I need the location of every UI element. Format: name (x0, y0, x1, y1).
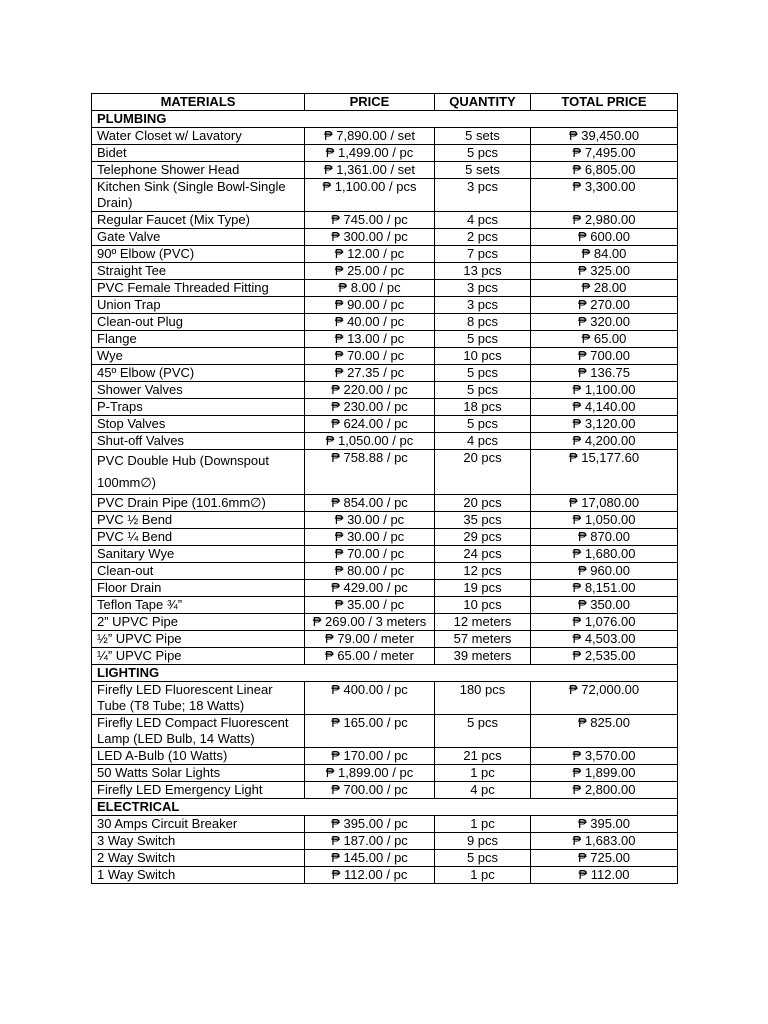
quantity-cell: 18 pcs (435, 399, 531, 416)
price-cell: ₱ 165.00 / pc (305, 715, 435, 748)
section-heading: PLUMBING (92, 111, 678, 128)
total-price-cell: ₱ 3,570.00 (531, 748, 678, 765)
total-price-cell: ₱ 136.75 (531, 365, 678, 382)
price-cell: ₱ 400.00 / pc (305, 682, 435, 715)
header-row (92, 94, 678, 111)
total-price-cell: ₱ 960.00 (531, 563, 678, 580)
quantity-cell: 5 pcs (435, 850, 531, 867)
quantity-cell: 29 pcs (435, 529, 531, 546)
total-price-cell: ₱ 325.00 (531, 263, 678, 280)
material-cell: Union Trap (92, 297, 305, 314)
table-row (92, 314, 678, 331)
quantity-cell: 8 pcs (435, 314, 531, 331)
price-cell: ₱ 12.00 / pc (305, 246, 435, 263)
quantity-cell: 12 meters (435, 614, 531, 631)
quantity-cell: 3 pcs (435, 179, 531, 212)
price-cell: ₱ 395.00 / pc (305, 816, 435, 833)
table-row (92, 867, 678, 884)
quantity-cell: 9 pcs (435, 833, 531, 850)
table-row (92, 348, 678, 365)
section-heading: LIGHTING (92, 665, 678, 682)
quantity-cell: 4 pc (435, 782, 531, 799)
price-cell: ₱ 8.00 / pc (305, 280, 435, 297)
table-body (92, 111, 678, 884)
total-price-cell: ₱ 112.00 (531, 867, 678, 884)
total-price-cell: ₱ 2,980.00 (531, 212, 678, 229)
price-cell: ₱ 700.00 / pc (305, 782, 435, 799)
price-cell: ₱ 300.00 / pc (305, 229, 435, 246)
table-row (92, 246, 678, 263)
total-price-cell: ₱ 1,076.00 (531, 614, 678, 631)
table-row (92, 212, 678, 229)
table-row (92, 850, 678, 867)
price-cell: ₱ 65.00 / meter (305, 648, 435, 665)
table-row (92, 179, 678, 212)
table-row (92, 597, 678, 614)
section-row-lighting (92, 665, 678, 682)
table-row (92, 365, 678, 382)
total-price-cell: ₱ 1,100.00 (531, 382, 678, 399)
table-row (92, 580, 678, 597)
quantity-cell: 5 sets (435, 162, 531, 179)
price-cell: ₱ 79.00 / meter (305, 631, 435, 648)
price-cell: ₱ 27.35 / pc (305, 365, 435, 382)
total-price-cell: ₱ 725.00 (531, 850, 678, 867)
material-cell: Shut-off Valves (92, 433, 305, 450)
quantity-cell: 20 pcs (435, 450, 531, 495)
price-cell: ₱ 1,100.00 / pcs (305, 179, 435, 212)
quantity-cell: 7 pcs (435, 246, 531, 263)
quantity-cell: 4 pcs (435, 212, 531, 229)
total-price-cell: ₱ 600.00 (531, 229, 678, 246)
table-row (92, 145, 678, 162)
total-price-cell: ₱ 320.00 (531, 314, 678, 331)
price-cell: ₱ 70.00 / pc (305, 546, 435, 563)
table-row (92, 229, 678, 246)
total-price-cell: ₱ 28.00 (531, 280, 678, 297)
quantity-cell: 21 pcs (435, 748, 531, 765)
quantity-cell: 5 pcs (435, 416, 531, 433)
table-row (92, 512, 678, 529)
price-cell: ₱ 40.00 / pc (305, 314, 435, 331)
header-quantity: QUANTITY (435, 94, 531, 111)
table-row (92, 833, 678, 850)
total-price-cell: ₱ 3,300.00 (531, 179, 678, 212)
table-row (92, 382, 678, 399)
total-price-cell: ₱ 39,450.00 (531, 128, 678, 145)
price-cell: ₱ 429.00 / pc (305, 580, 435, 597)
quantity-cell: 5 pcs (435, 145, 531, 162)
material-cell: Flange (92, 331, 305, 348)
quantity-cell: 180 pcs (435, 682, 531, 715)
price-cell: ₱ 112.00 / pc (305, 867, 435, 884)
price-cell: ₱ 170.00 / pc (305, 748, 435, 765)
table-row (92, 682, 678, 715)
material-cell: PVC ½ Bend (92, 512, 305, 529)
table-row (92, 450, 678, 495)
material-cell: Regular Faucet (Mix Type) (92, 212, 305, 229)
material-cell: 2” UPVC Pipe (92, 614, 305, 631)
table-row (92, 715, 678, 748)
table-row (92, 416, 678, 433)
quantity-cell: 5 pcs (435, 382, 531, 399)
price-cell: ₱ 145.00 / pc (305, 850, 435, 867)
material-cell: Straight Tee (92, 263, 305, 280)
table-row (92, 529, 678, 546)
price-cell: ₱ 25.00 / pc (305, 263, 435, 280)
header-price: PRICE (305, 94, 435, 111)
price-cell: ₱ 1,361.00 / set (305, 162, 435, 179)
quantity-cell: 3 pcs (435, 280, 531, 297)
price-cell: ₱ 854.00 / pc (305, 495, 435, 512)
table-row (92, 263, 678, 280)
material-cell: ½” UPVC Pipe (92, 631, 305, 648)
material-cell: Firefly LED Fluorescent Linear Tube (T8 Tube; 18 Watts) (92, 682, 305, 715)
quantity-cell: 2 pcs (435, 229, 531, 246)
material-cell: 1 Way Switch (92, 867, 305, 884)
quantity-cell: 13 pcs (435, 263, 531, 280)
table-row (92, 546, 678, 563)
material-cell: ¼” UPVC Pipe (92, 648, 305, 665)
material-cell: 30 Amps Circuit Breaker (92, 816, 305, 833)
section-row-plumbing (92, 111, 678, 128)
total-price-cell: ₱ 17,080.00 (531, 495, 678, 512)
material-cell: 2 Way Switch (92, 850, 305, 867)
material-cell: 90º Elbow (PVC) (92, 246, 305, 263)
total-price-cell: ₱ 1,899.00 (531, 765, 678, 782)
table-row (92, 563, 678, 580)
price-cell: ₱ 35.00 / pc (305, 597, 435, 614)
quantity-cell: 20 pcs (435, 495, 531, 512)
price-cell: ₱ 758.88 / pc (305, 450, 435, 495)
total-price-cell: ₱ 825.00 (531, 715, 678, 748)
table-row (92, 297, 678, 314)
header-materials: MATERIALS (92, 94, 305, 111)
total-price-cell: ₱ 4,200.00 (531, 433, 678, 450)
table-row (92, 614, 678, 631)
quantity-cell: 12 pcs (435, 563, 531, 580)
material-cell: LED A-Bulb (10 Watts) (92, 748, 305, 765)
table-row (92, 495, 678, 512)
total-price-cell: ₱ 84.00 (531, 246, 678, 263)
section-heading: ELECTRICAL (92, 799, 678, 816)
material-cell: Floor Drain (92, 580, 305, 597)
quantity-cell: 5 pcs (435, 365, 531, 382)
price-cell: ₱ 269.00 / 3 meters (305, 614, 435, 631)
table-row (92, 765, 678, 782)
total-price-cell: ₱ 15,177.60 (531, 450, 678, 495)
header-total-price: TOTAL PRICE (531, 94, 678, 111)
table-row (92, 748, 678, 765)
price-cell: ₱ 624.00 / pc (305, 416, 435, 433)
total-price-cell: ₱ 700.00 (531, 348, 678, 365)
material-cell: P-Traps (92, 399, 305, 416)
total-price-cell: ₱ 270.00 (531, 297, 678, 314)
total-price-cell: ₱ 1,680.00 (531, 546, 678, 563)
price-cell: ₱ 1,050.00 / pc (305, 433, 435, 450)
price-cell: ₱ 13.00 / pc (305, 331, 435, 348)
quantity-cell: 5 pcs (435, 715, 531, 748)
total-price-cell: ₱ 72,000.00 (531, 682, 678, 715)
quantity-cell: 5 sets (435, 128, 531, 145)
quantity-cell: 4 pcs (435, 433, 531, 450)
quantity-cell: 10 pcs (435, 348, 531, 365)
quantity-cell: 35 pcs (435, 512, 531, 529)
total-price-cell: ₱ 4,503.00 (531, 631, 678, 648)
materials-table (91, 93, 678, 884)
quantity-cell: 3 pcs (435, 297, 531, 314)
quantity-cell: 1 pc (435, 765, 531, 782)
quantity-cell: 39 meters (435, 648, 531, 665)
quantity-cell: 5 pcs (435, 331, 531, 348)
material-cell: PVC Female Threaded Fitting (92, 280, 305, 297)
material-cell: Water Closet w/ Lavatory (92, 128, 305, 145)
quantity-cell: 10 pcs (435, 597, 531, 614)
price-cell: ₱ 90.00 / pc (305, 297, 435, 314)
material-cell: Bidet (92, 145, 305, 162)
material-cell: Firefly LED Compact Fluorescent Lamp (LED Bulb, 14 Watts) (92, 715, 305, 748)
material-cell: Shower Valves (92, 382, 305, 399)
section-row-electrical (92, 799, 678, 816)
price-cell: ₱ 230.00 / pc (305, 399, 435, 416)
table-row (92, 128, 678, 145)
material-cell: Wye (92, 348, 305, 365)
table-row (92, 782, 678, 799)
price-cell: ₱ 220.00 / pc (305, 382, 435, 399)
quantity-cell: 24 pcs (435, 546, 531, 563)
material-cell: Sanitary Wye (92, 546, 305, 563)
quantity-cell: 57 meters (435, 631, 531, 648)
price-cell: ₱ 7,890.00 / set (305, 128, 435, 145)
total-price-cell: ₱ 7,495.00 (531, 145, 678, 162)
material-cell: Kitchen Sink (Single Bowl-Single Drain) (92, 179, 305, 212)
total-price-cell: ₱ 2,535.00 (531, 648, 678, 665)
price-cell: ₱ 745.00 / pc (305, 212, 435, 229)
price-cell: ₱ 1,499.00 / pc (305, 145, 435, 162)
price-cell: ₱ 30.00 / pc (305, 529, 435, 546)
price-cell: ₱ 30.00 / pc (305, 512, 435, 529)
material-cell: Clean-out Plug (92, 314, 305, 331)
material-cell: Teflon Tape ¾” (92, 597, 305, 614)
material-cell: PVC Double Hub (Downspout 100mm∅) (92, 450, 305, 495)
total-price-cell: ₱ 3,120.00 (531, 416, 678, 433)
material-cell: Gate Valve (92, 229, 305, 246)
price-cell: ₱ 1,899.00 / pc (305, 765, 435, 782)
price-cell: ₱ 187.00 / pc (305, 833, 435, 850)
quantity-cell: 1 pc (435, 816, 531, 833)
total-price-cell: ₱ 4,140.00 (531, 399, 678, 416)
price-cell: ₱ 70.00 / pc (305, 348, 435, 365)
total-price-cell: ₱ 6,805.00 (531, 162, 678, 179)
table-row (92, 331, 678, 348)
material-cell: 50 Watts Solar Lights (92, 765, 305, 782)
table-row (92, 162, 678, 179)
table-row (92, 631, 678, 648)
quantity-cell: 19 pcs (435, 580, 531, 597)
price-cell: ₱ 80.00 / pc (305, 563, 435, 580)
material-cell: Telephone Shower Head (92, 162, 305, 179)
material-cell: Firefly LED Emergency Light (92, 782, 305, 799)
table-row (92, 433, 678, 450)
total-price-cell: ₱ 870.00 (531, 529, 678, 546)
total-price-cell: ₱ 8,151.00 (531, 580, 678, 597)
total-price-cell: ₱ 1,683.00 (531, 833, 678, 850)
total-price-cell: ₱ 1,050.00 (531, 512, 678, 529)
total-price-cell: ₱ 65.00 (531, 331, 678, 348)
total-price-cell: ₱ 2,800.00 (531, 782, 678, 799)
material-cell: 45º Elbow (PVC) (92, 365, 305, 382)
table-row (92, 816, 678, 833)
material-cell: 3 Way Switch (92, 833, 305, 850)
total-price-cell: ₱ 395.00 (531, 816, 678, 833)
material-cell: Clean-out (92, 563, 305, 580)
material-cell: Stop Valves (92, 416, 305, 433)
quantity-cell: 1 pc (435, 867, 531, 884)
total-price-cell: ₱ 350.00 (531, 597, 678, 614)
material-cell: PVC ¼ Bend (92, 529, 305, 546)
table-row (92, 648, 678, 665)
material-cell: PVC Drain Pipe (101.6mm∅) (92, 495, 305, 512)
table-row (92, 399, 678, 416)
table-row (92, 280, 678, 297)
